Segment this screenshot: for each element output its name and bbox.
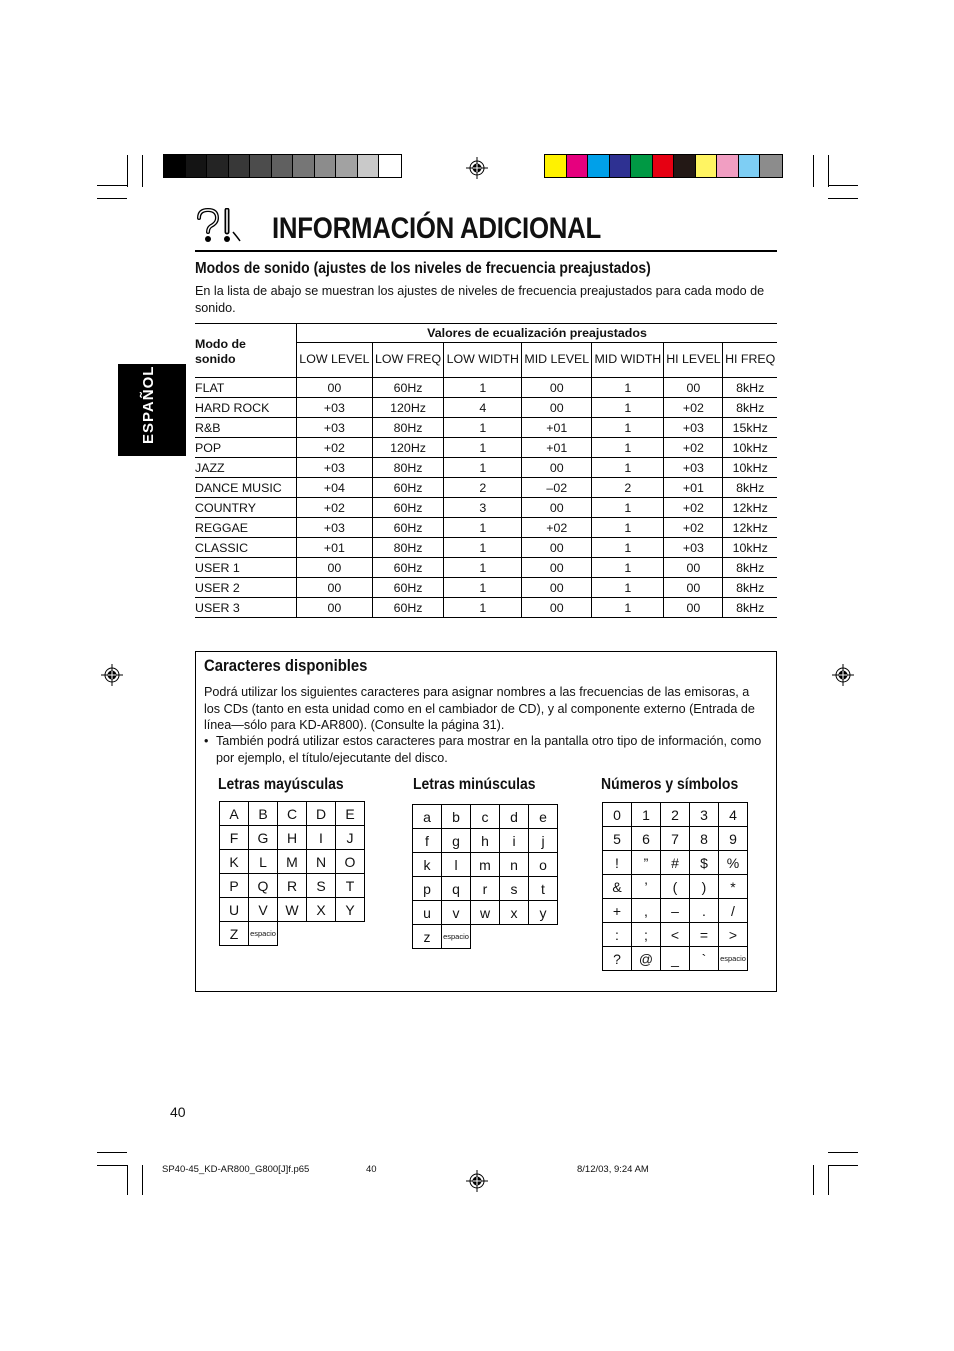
eq-value-cell: 00 xyxy=(522,378,592,398)
character-cell: M xyxy=(278,850,307,874)
uppercase-heading: Letras mayúsculas xyxy=(218,776,344,793)
character-cell: @ xyxy=(632,947,661,971)
grid-row xyxy=(603,899,748,923)
eq-value-cell: 00 xyxy=(522,558,592,578)
character-cell: ; xyxy=(632,923,661,947)
character-cell: j xyxy=(529,829,558,853)
color-swatch xyxy=(315,155,337,177)
grid-row xyxy=(603,875,748,899)
grid-row xyxy=(220,802,365,826)
grid-row xyxy=(220,874,365,898)
character-cell: o xyxy=(529,853,558,877)
table-row xyxy=(195,418,777,438)
empty-cell xyxy=(278,922,307,946)
lowercase-heading: Letras minúsculas xyxy=(413,776,536,793)
sound-mode-name: FLAT xyxy=(195,378,297,398)
uppercase-grid xyxy=(219,801,365,946)
eq-value-cell: 8kHz xyxy=(723,598,777,618)
color-swatch xyxy=(631,155,653,177)
side-tab-label: ESPAÑOL xyxy=(140,365,157,444)
eq-value-cell: 120Hz xyxy=(372,438,443,458)
character-cell: R xyxy=(278,874,307,898)
eq-value-cell: +03 xyxy=(664,538,723,558)
symbols-grid xyxy=(602,802,748,971)
color-swatch xyxy=(336,155,358,177)
character-cell: l xyxy=(442,853,471,877)
character-cell: N xyxy=(307,850,336,874)
eq-value-cell: 4 xyxy=(444,398,522,418)
character-cell: I xyxy=(307,826,336,850)
grid-row xyxy=(413,901,558,925)
sound-mode-name: R&B xyxy=(195,418,297,438)
character-cell: S xyxy=(307,874,336,898)
eq-value-cell: +03 xyxy=(297,418,373,438)
crop-mark xyxy=(828,1152,858,1153)
character-cell: espacio xyxy=(249,922,278,946)
character-cell: _ xyxy=(661,947,690,971)
character-cell: 7 xyxy=(661,827,690,851)
character-cell: h xyxy=(471,829,500,853)
eq-value-cell: 1 xyxy=(592,538,664,558)
eq-column-header: LOW FREQ xyxy=(372,343,443,378)
character-cell: ! xyxy=(603,851,632,875)
eq-value-cell: 00 xyxy=(664,378,723,398)
eq-value-cell: 80Hz xyxy=(372,458,443,478)
character-cell: t xyxy=(529,877,558,901)
eq-value-cell: 12kHz xyxy=(723,498,777,518)
eq-value-cell: –02 xyxy=(522,478,592,498)
character-cell: ” xyxy=(632,851,661,875)
color-swatch xyxy=(379,155,401,177)
color-swatch xyxy=(186,155,208,177)
gray-calibration-bar xyxy=(163,154,402,178)
lowercase-grid xyxy=(412,804,558,949)
eq-value-cell: 1 xyxy=(592,598,664,618)
characters-heading: Caracteres disponibles xyxy=(204,657,368,675)
eq-value-cell: 60Hz xyxy=(372,518,443,538)
character-cell: ’ xyxy=(632,875,661,899)
eq-value-cell: +01 xyxy=(522,418,592,438)
character-cell: U xyxy=(220,898,249,922)
eq-value-cell: 00 xyxy=(664,578,723,598)
character-cell: $ xyxy=(690,851,719,875)
character-cell: > xyxy=(719,923,748,947)
sound-mode-name: COUNTRY xyxy=(195,498,297,518)
language-side-tab xyxy=(118,364,186,456)
table-row xyxy=(195,558,777,578)
color-swatch xyxy=(545,155,567,177)
character-cell: k xyxy=(413,853,442,877)
character-cell: * xyxy=(719,875,748,899)
eq-value-cell: +03 xyxy=(664,458,723,478)
character-cell: c xyxy=(471,805,500,829)
eq-value-cell: 00 xyxy=(297,578,373,598)
eq-value-cell: 1 xyxy=(592,398,664,418)
eq-value-cell: 60Hz xyxy=(372,478,443,498)
character-cell: r xyxy=(471,877,500,901)
character-cell: . xyxy=(690,899,719,923)
eq-value-cell: 1 xyxy=(444,538,522,558)
eq-column-header: HI LEVEL xyxy=(664,343,723,378)
eq-value-cell: 15kHz xyxy=(723,418,777,438)
table-row xyxy=(195,578,777,598)
color-calibration-bar xyxy=(544,154,783,178)
grid-row xyxy=(413,805,558,829)
grid-row xyxy=(220,922,365,946)
eq-column-header: HI FREQ xyxy=(723,343,777,378)
crop-mark xyxy=(813,155,814,187)
color-swatch xyxy=(717,155,739,177)
eq-value-cell: 10kHz xyxy=(723,458,777,478)
crop-mark xyxy=(97,1152,127,1153)
crop-mark xyxy=(828,1165,829,1195)
eq-value-cell: 60Hz xyxy=(372,378,443,398)
eq-value-cell: 2 xyxy=(592,478,664,498)
character-cell: i xyxy=(500,829,529,853)
character-cell: ` xyxy=(690,947,719,971)
character-cell: 6 xyxy=(632,827,661,851)
sound-mode-name: DANCE MUSIC xyxy=(195,478,297,498)
empty-cell xyxy=(500,925,529,949)
eq-value-cell: +01 xyxy=(297,538,373,558)
character-cell: ? xyxy=(603,947,632,971)
character-cell: L xyxy=(249,850,278,874)
character-cell: x xyxy=(500,901,529,925)
character-cell: a xyxy=(413,805,442,829)
empty-cell xyxy=(529,925,558,949)
eq-value-cell: 00 xyxy=(297,558,373,578)
color-swatch xyxy=(674,155,696,177)
eq-value-cell: +02 xyxy=(664,398,723,418)
crop-mark xyxy=(828,198,858,199)
character-cell: m xyxy=(471,853,500,877)
registration-mark-icon xyxy=(832,664,854,686)
crop-mark xyxy=(813,1165,814,1195)
eq-value-cell: 8kHz xyxy=(723,398,777,418)
character-cell: # xyxy=(661,851,690,875)
character-cell: A xyxy=(220,802,249,826)
sound-mode-name: CLASSIC xyxy=(195,538,297,558)
character-cell: s xyxy=(500,877,529,901)
color-swatch xyxy=(272,155,294,177)
color-swatch xyxy=(739,155,761,177)
eq-column-header: LOW WIDTH xyxy=(444,343,522,378)
eq-value-cell: 1 xyxy=(444,558,522,578)
eq-value-cell: 1 xyxy=(444,438,522,458)
crop-mark xyxy=(97,198,127,199)
grid-row xyxy=(413,877,558,901)
character-cell: % xyxy=(719,851,748,875)
character-cell: u xyxy=(413,901,442,925)
table-row xyxy=(195,458,777,478)
eq-value-cell: 80Hz xyxy=(372,418,443,438)
table-row xyxy=(195,438,777,458)
character-cell: O xyxy=(336,850,365,874)
character-cell: F xyxy=(220,826,249,850)
eq-value-cell: 1 xyxy=(444,518,522,538)
character-cell: G xyxy=(249,826,278,850)
eq-value-cell: +03 xyxy=(297,458,373,478)
character-cell: P xyxy=(220,874,249,898)
eq-value-cell: 1 xyxy=(444,378,522,398)
character-cell: 3 xyxy=(690,803,719,827)
color-swatch xyxy=(164,155,186,177)
eq-value-cell: 1 xyxy=(444,578,522,598)
grid-row xyxy=(603,947,748,971)
grid-row xyxy=(603,803,748,827)
table-row xyxy=(195,498,777,518)
color-swatch xyxy=(588,155,610,177)
eq-column-header: LOW LEVEL xyxy=(297,343,373,378)
color-swatch xyxy=(293,155,315,177)
character-cell: J xyxy=(336,826,365,850)
eq-value-cell: 8kHz xyxy=(723,578,777,598)
eq-value-cell: +03 xyxy=(297,518,373,538)
color-swatch xyxy=(610,155,632,177)
eq-value-cell: 00 xyxy=(664,558,723,578)
sound-mode-name: USER 1 xyxy=(195,558,297,578)
eq-value-cell: 1 xyxy=(592,558,664,578)
sound-modes-intro: En la lista de abajo se muestran los ajustes de niveles de frecuencia preajustados para cada modo de sonido. xyxy=(195,284,765,315)
eq-column-header: MID LEVEL xyxy=(522,343,592,378)
character-cell: V xyxy=(249,898,278,922)
character-cell: C xyxy=(278,802,307,826)
character-cell: y xyxy=(529,901,558,925)
character-cell: , xyxy=(632,899,661,923)
sound-modes-heading: Modos de sonido (ajustes de los niveles de frecuencia preajustados) xyxy=(195,260,651,277)
title-rule xyxy=(195,250,777,252)
eq-value-cell: 12kHz xyxy=(723,518,777,538)
footer-file: SP40-45_KD-AR800_G800[J]f.p65 xyxy=(162,1164,310,1175)
eq-value-cell: +03 xyxy=(297,398,373,418)
character-cell: 2 xyxy=(661,803,690,827)
question-exclamation-icon xyxy=(196,208,242,244)
character-cell: H xyxy=(278,826,307,850)
empty-cell xyxy=(307,922,336,946)
eq-value-cell: 1 xyxy=(444,458,522,478)
character-cell: p xyxy=(413,877,442,901)
character-cell: z xyxy=(413,925,442,949)
character-cell: espacio xyxy=(442,925,471,949)
grid-row xyxy=(603,851,748,875)
color-swatch xyxy=(229,155,251,177)
eq-value-cell: 1 xyxy=(444,418,522,438)
table-row xyxy=(195,538,777,558)
eq-value-cell: 1 xyxy=(444,598,522,618)
eq-group-header: Valores de ecualización preajustados xyxy=(297,324,778,343)
character-cell: 0 xyxy=(603,803,632,827)
character-cell: = xyxy=(690,923,719,947)
mode-column-header: Modo de sonido xyxy=(195,324,297,378)
character-cell: W xyxy=(278,898,307,922)
character-cell: ) xyxy=(690,875,719,899)
eq-value-cell: +01 xyxy=(664,478,723,498)
character-cell: n xyxy=(500,853,529,877)
crop-mark xyxy=(142,155,143,187)
character-cell: & xyxy=(603,875,632,899)
eq-value-cell: 1 xyxy=(592,498,664,518)
table-row xyxy=(195,518,777,538)
color-swatch xyxy=(250,155,272,177)
eq-value-cell: 3 xyxy=(444,498,522,518)
eq-value-cell: 00 xyxy=(522,578,592,598)
sound-mode-name: USER 2 xyxy=(195,578,297,598)
character-cell: 1 xyxy=(632,803,661,827)
eq-value-cell: +04 xyxy=(297,478,373,498)
eq-value-cell: +01 xyxy=(522,438,592,458)
character-cell: : xyxy=(603,923,632,947)
eq-value-cell: 60Hz xyxy=(372,498,443,518)
character-cell: ( xyxy=(661,875,690,899)
color-swatch xyxy=(696,155,718,177)
character-cell: – xyxy=(661,899,690,923)
crop-mark xyxy=(828,1165,858,1166)
crop-mark xyxy=(828,185,858,186)
color-swatch xyxy=(653,155,675,177)
eq-value-cell: 10kHz xyxy=(723,438,777,458)
grid-row xyxy=(413,829,558,853)
bullet-mark: • xyxy=(204,734,209,748)
footer-date: 8/12/03, 9:24 AM xyxy=(577,1164,649,1175)
color-swatch xyxy=(358,155,380,177)
eq-value-cell: 1 xyxy=(592,418,664,438)
crop-mark xyxy=(142,1165,143,1195)
eq-value-cell: 00 xyxy=(522,598,592,618)
character-cell: q xyxy=(442,877,471,901)
color-swatch xyxy=(207,155,229,177)
character-cell: B xyxy=(249,802,278,826)
eq-value-cell: 8kHz xyxy=(723,478,777,498)
empty-cell xyxy=(336,922,365,946)
crop-mark xyxy=(127,1165,128,1195)
sound-mode-name: USER 3 xyxy=(195,598,297,618)
eq-value-cell: 120Hz xyxy=(372,398,443,418)
color-swatch xyxy=(760,155,782,177)
eq-value-cell: 00 xyxy=(297,378,373,398)
character-cell: 9 xyxy=(719,827,748,851)
eq-value-cell: +02 xyxy=(522,518,592,538)
eq-column-header: MID WIDTH xyxy=(592,343,664,378)
character-cell: K xyxy=(220,850,249,874)
eq-value-cell: 60Hz xyxy=(372,598,443,618)
character-cell: g xyxy=(442,829,471,853)
eq-value-cell: 8kHz xyxy=(723,558,777,578)
eq-value-cell: 00 xyxy=(522,498,592,518)
registration-mark-icon xyxy=(466,157,488,179)
page-number: 40 xyxy=(170,1104,186,1120)
crop-mark xyxy=(828,155,829,187)
crop-mark xyxy=(127,155,128,187)
character-cell: 8 xyxy=(690,827,719,851)
eq-value-cell: 00 xyxy=(522,458,592,478)
eq-value-cell: +02 xyxy=(297,438,373,458)
sound-mode-name: POP xyxy=(195,438,297,458)
color-swatch xyxy=(567,155,589,177)
eq-value-cell: 1 xyxy=(592,378,664,398)
grid-row xyxy=(603,923,748,947)
character-cell: v xyxy=(442,901,471,925)
empty-cell xyxy=(471,925,500,949)
character-cell: < xyxy=(661,923,690,947)
character-cell: b xyxy=(442,805,471,829)
eq-value-cell: +02 xyxy=(297,498,373,518)
character-cell: espacio xyxy=(719,947,748,971)
grid-row xyxy=(220,850,365,874)
grid-row xyxy=(220,826,365,850)
eq-value-cell: 1 xyxy=(592,458,664,478)
eq-presets-table xyxy=(195,323,777,618)
character-cell: Q xyxy=(249,874,278,898)
sound-mode-name: JAZZ xyxy=(195,458,297,478)
eq-value-cell: 10kHz xyxy=(723,538,777,558)
eq-value-cell: 2 xyxy=(444,478,522,498)
character-cell: w xyxy=(471,901,500,925)
grid-row xyxy=(603,827,748,851)
table-row xyxy=(195,398,777,418)
eq-value-cell: 60Hz xyxy=(372,558,443,578)
registration-mark-icon xyxy=(101,664,123,686)
eq-value-cell: 1 xyxy=(592,578,664,598)
eq-value-cell: 8kHz xyxy=(723,378,777,398)
eq-value-cell: 00 xyxy=(522,538,592,558)
table-row xyxy=(195,598,777,618)
eq-value-cell: 1 xyxy=(592,518,664,538)
character-cell: D xyxy=(307,802,336,826)
characters-bullet: También podrá utilizar estos caracteres para mostrar en la pantalla otro tipo de información, como por ejemplo, el título/ejecutante del disco. xyxy=(216,734,762,765)
character-cell: X xyxy=(307,898,336,922)
grid-row xyxy=(413,853,558,877)
sound-mode-name: HARD ROCK xyxy=(195,398,297,418)
page-title: INFORMACIÓN ADICIONAL xyxy=(272,212,602,245)
crop-mark xyxy=(97,1165,127,1166)
character-cell: / xyxy=(719,899,748,923)
crop-mark xyxy=(97,185,127,186)
eq-value-cell: +02 xyxy=(664,498,723,518)
character-cell: E xyxy=(336,802,365,826)
sound-mode-name: REGGAE xyxy=(195,518,297,538)
eq-value-cell: 00 xyxy=(664,598,723,618)
character-cell: 4 xyxy=(719,803,748,827)
eq-value-cell: 80Hz xyxy=(372,538,443,558)
table-row xyxy=(195,378,777,398)
character-cell: T xyxy=(336,874,365,898)
character-cell: d xyxy=(500,805,529,829)
characters-paragraph: Podrá utilizar los siguientes caracteres para asignar nombres a las frecuencias de las emisoras, a los CDs (tanto en esta unidad como en el cambiador de CD), y al componente externo (Entrada de línea—sólo para KD-AR800). (Consulte la página 31). xyxy=(204,685,755,732)
character-cell: f xyxy=(413,829,442,853)
grid-row xyxy=(413,925,558,949)
eq-value-cell: +02 xyxy=(664,438,723,458)
eq-value-cell: 1 xyxy=(592,438,664,458)
character-cell: Z xyxy=(220,922,249,946)
eq-value-cell: +02 xyxy=(664,518,723,538)
eq-value-cell: 60Hz xyxy=(372,578,443,598)
registration-mark-icon xyxy=(466,1170,488,1192)
symbols-heading: Números y símbolos xyxy=(601,776,739,793)
table-row xyxy=(195,478,777,498)
character-cell: 5 xyxy=(603,827,632,851)
eq-value-cell: 00 xyxy=(297,598,373,618)
eq-value-cell: 00 xyxy=(522,398,592,418)
eq-value-cell: +03 xyxy=(664,418,723,438)
character-cell: e xyxy=(529,805,558,829)
character-cell: + xyxy=(603,899,632,923)
character-cell: Y xyxy=(336,898,365,922)
grid-row xyxy=(220,898,365,922)
footer-page: 40 xyxy=(366,1164,377,1175)
